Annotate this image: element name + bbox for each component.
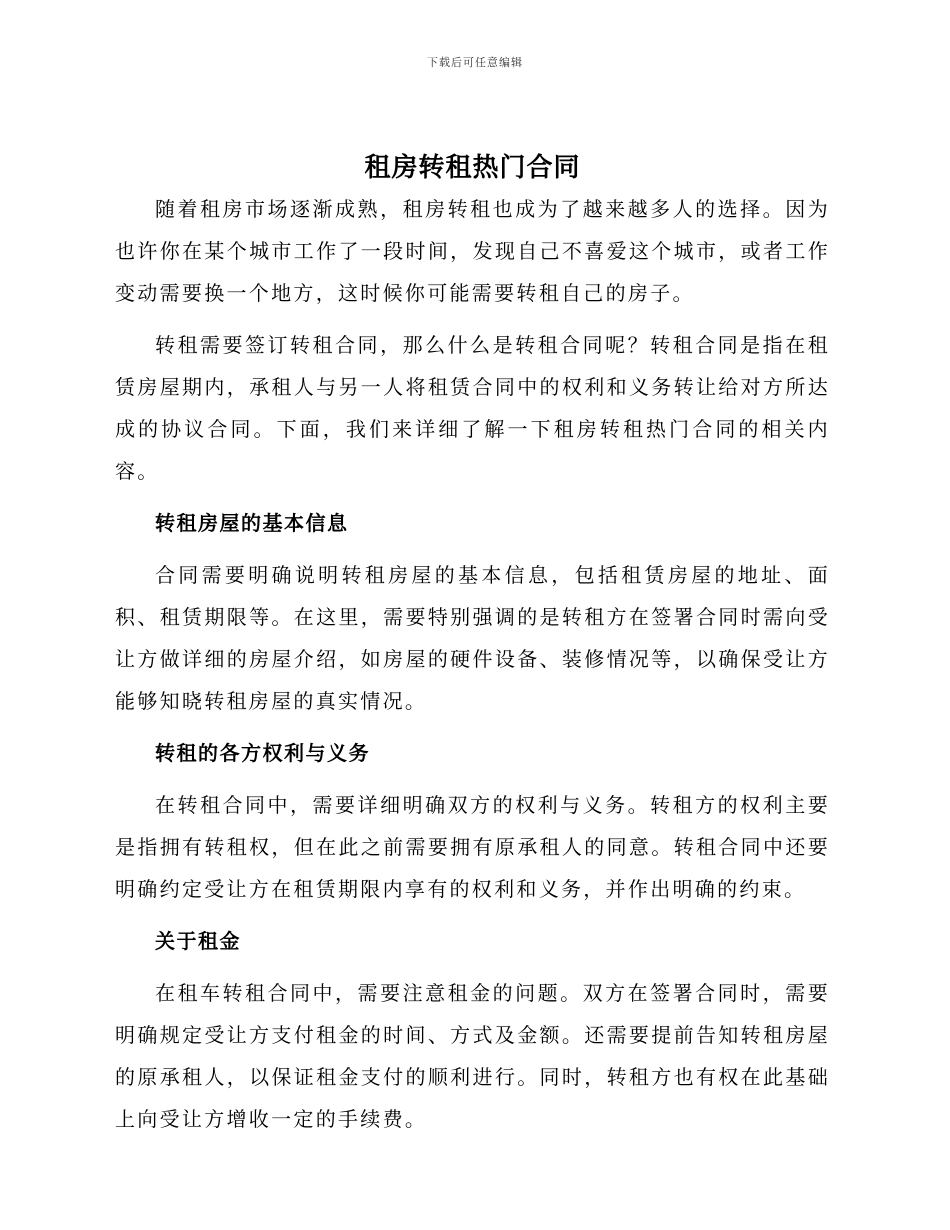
section-heading-rights-duties: 转租的各方权利与义务 (155, 741, 370, 765)
page-header-note: 下载后可任意编辑 (427, 56, 523, 69)
section-heading-rent: 关于租金 (155, 929, 241, 953)
document-body (115, 148, 830, 1150)
section-paragraph-rights-duties: 在转租合同中，需要详细明确双方的权利与义务。转租方的权利主要是指拥有转租权，但在此之前需要拥有原承租人的同意。转租合同中还要明确约定受让方在租赁期限内享有的权利和义务，并作出明确的约束。 (115, 793, 830, 901)
section-heading-basic-info: 转租房屋的基本信息 (155, 511, 349, 535)
intro-paragraph-2: 转租需要签订转租合同，那么什么是转租合同呢？转租合同是指在租赁房屋期内，承租人与另一人将租赁合同中的权利和义务转让给对方所达成的协议合同。下面，我们来详细了解一下租房转租热门合同的相关内容。 (115, 333, 830, 483)
section-paragraph-basic-info: 合同需要明确说明转租房屋的基本信息，包括租赁房屋的地址、面积、租赁期限等。在这里，需要特别强调的是转租方在签署合同时需向受让方做详细的房屋介绍，如房屋的硬件设备、装修情况等，以确保受让方能够知晓转租房屋的真实情况。 (115, 563, 830, 713)
document-title: 租房转租热门合同 (364, 153, 581, 183)
intro-paragraph-1: 随着租房市场逐渐成熟，租房转租也成为了越来越多人的选择。因为也许你在某个城市工作了一段时间，发现自己不喜爱这个城市，或者工作变动需要换一个地方，这时候你可能需要转租自己的房子。 (115, 197, 830, 305)
section-paragraph-rent: 在租车转租合同中，需要注意租金的问题。双方在签署合同时，需要明确规定受让方支付租金的时间、方式及金额。还需要提前告知转租房屋的原承租人，以保证租金支付的顺利进行。同时，转租方也有权在此基础上向受让方增收一定的手续费。 (115, 981, 830, 1131)
